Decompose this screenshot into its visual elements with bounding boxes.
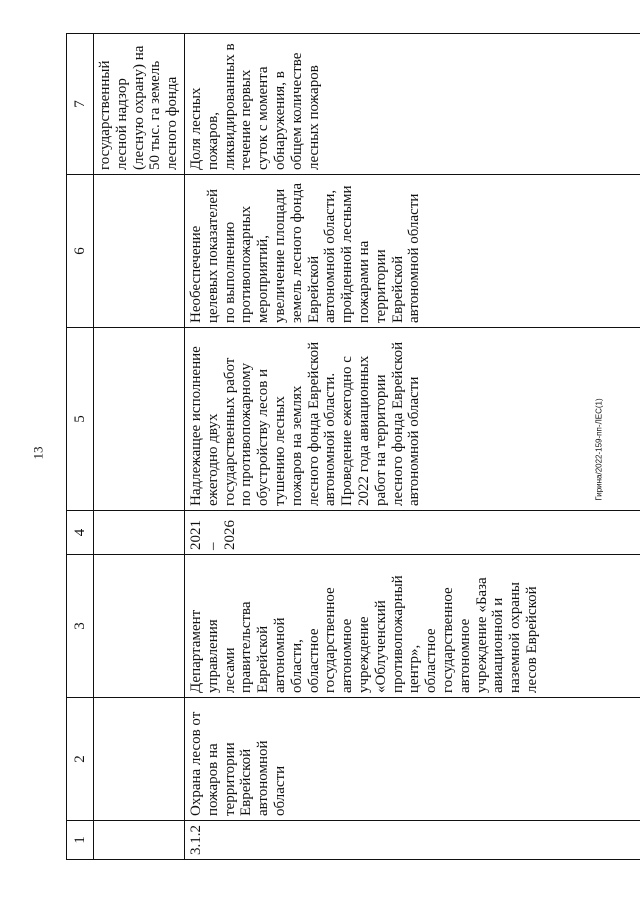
table-cell-indicator: Доля лесных пожаров, ликвидированных в течение первых суток с момента обнаружения, в общем количестве лесных пожаров [184,34,640,175]
header-row [67,34,94,860]
table-cell [94,555,185,698]
table-cell-result: Надлежащее исполнение ежегодно двух государственных работ по противопожарному обустройству лесов и тушению лесных пожаров на землях лесного фонда Еврейской автономной области. Проведение ежегодно с 2022 года авиационных работ на территории лесного фонда Еврейской автономной области [184,328,640,511]
table-cell [94,698,185,821]
table-cell-measure: Охрана лесов от пожаров на территории Еврейской автономной области [184,698,640,821]
table-cell [94,511,185,555]
table-cell-number: 3.1.2 [184,821,640,860]
measures-table [66,33,640,860]
header-col-1: 1 [67,821,94,860]
table-cell-period: 2021 – 2026 [184,511,640,555]
header-col-7: 7 [67,34,94,175]
table-cell-indicator: государственный лесной надзор (лесную охрану) на 50 тыс. га земель лесного фонда [94,34,185,175]
document-code: Гирина/2022-159-пп-ЛЕС(1) [594,398,604,501]
page-number: 13 [30,446,46,460]
table-row [184,34,640,860]
table-row [94,34,185,860]
table-cell-consequences: Необеспечение целевых показателей по выполнению противопожарных мероприятий, увеличение площади земель лесного фонда Еврейской автономной области, пройденной лесными пожарами на территории Еврейской автономной области [184,175,640,328]
header-col-4: 4 [67,511,94,555]
header-col-3: 3 [67,555,94,698]
header-col-5: 5 [67,328,94,511]
table-cell [94,821,185,860]
table-cell [94,175,185,328]
table-cell-executor: Департамент управления лесами правительства Еврейской автономной области, областное государственное автономное учреждение «Облученский противопожарный центр», областное государственное автономное учреждение «База авиационной и наземной охраны лесов Еврейской [184,555,640,698]
rotated-table-container [66,34,640,860]
header-col-2: 2 [67,698,94,821]
table-cell [94,328,185,511]
header-col-6: 6 [67,175,94,328]
